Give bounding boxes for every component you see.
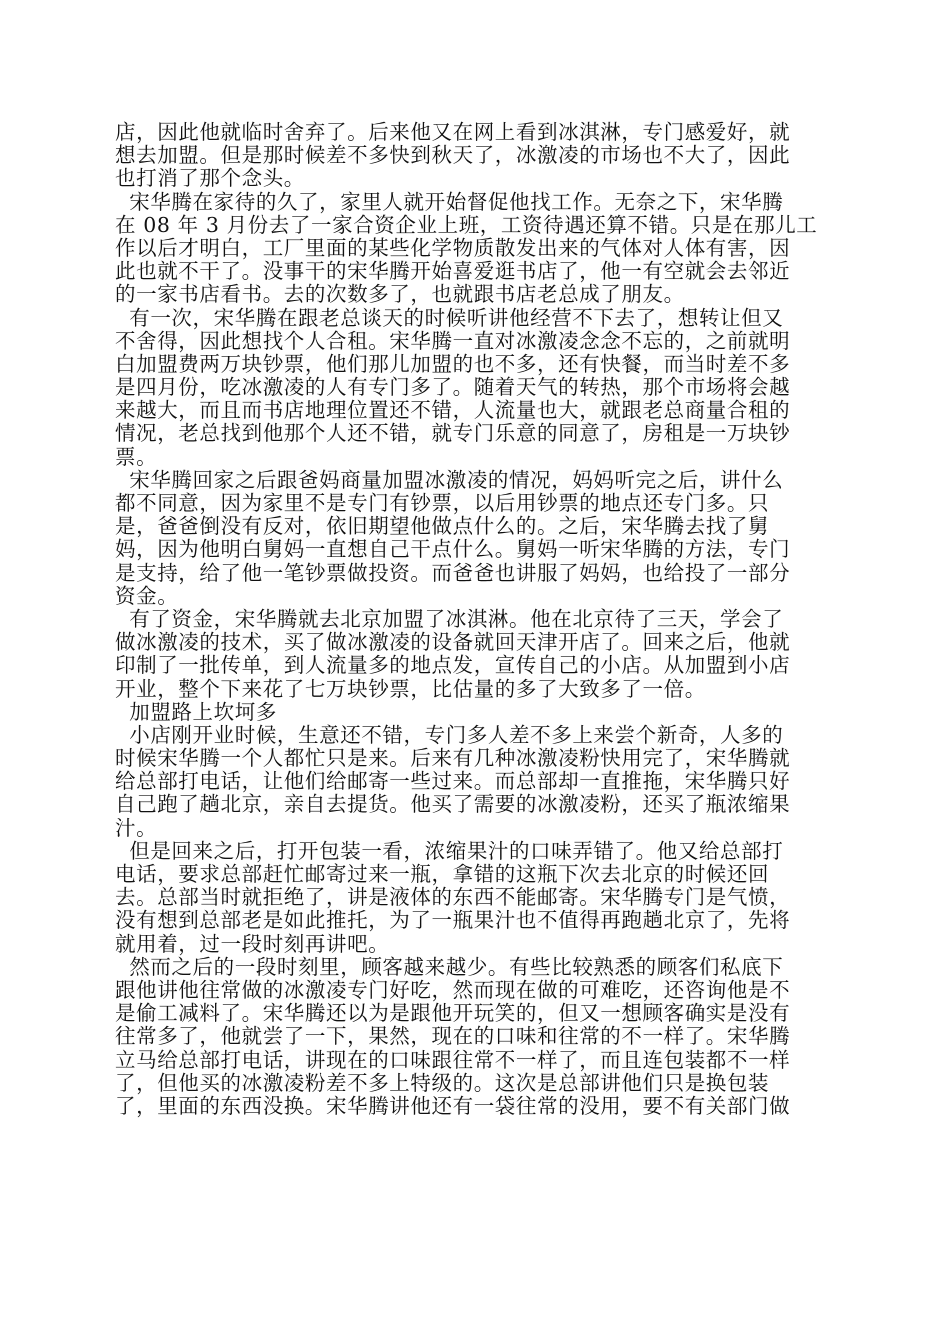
- text-line: 宋华腾回家之后跟爸妈商量加盟冰激凌的情况，妈妈听完之后，讲什么: [115, 467, 784, 492]
- text-line: 作以后才明白，工厂里面的某些化学物质散发出来的气体对人体有害，因: [115, 235, 791, 260]
- document-body: [115, 121, 827, 1118]
- text-line: 给总部打电话，让他们给邮寄一些过来。而总部却一直推拖，宋华腾只好: [115, 769, 791, 794]
- text-line: 此也就不干了。没事干的宋华腾开始喜爱逛书店了，他一有空就会去邻近: [115, 259, 791, 284]
- text-line: 电话，要求总部赶忙邮寄过来一瓶，拿错的这瓶下次去北京的时候还回: [115, 862, 770, 886]
- text-line: 有了资金，宋华腾就去北京加盟了冰淇淋。他在北京待了三天，学会了: [115, 606, 784, 631]
- text-line: 在 08 年 3 月份去了一家合资企业上班，工资待遇还算不错。只是在那儿工: [115, 212, 818, 237]
- text-line: 没有想到总部老是如此推托，为了一瓶果汁也不值得再跑趟北京了，先将: [115, 908, 791, 933]
- text-line: 然而之后的一段时刻里，顾客越来越少。有些比较熟悉的顾客们私底下: [115, 954, 784, 979]
- text-line: 往常多了，他就尝了一下，果然，现在的口味和往常的不一样了。宋华腾: [115, 1024, 791, 1049]
- text-line: 的一家书店看书。去的次数多了，也就跟书店老总成了朋友。: [115, 282, 685, 307]
- text-line: 但是回来之后，打开包装一看，浓缩果汁的口味弄错了。他又给总部打: [115, 838, 784, 863]
- text-line: 是四月份，吃冰激凌的人有专门多了。随着天气的转热，那个市场将会越: [115, 375, 791, 400]
- text-line: 是偷工减料了。宋华腾还以为是跟他开玩笑的，但又一想顾客确实是没有: [115, 1001, 791, 1026]
- text-line: 开业，整个下来花了七万块钞票，比估量的多了大致多了一倍。: [115, 676, 706, 701]
- text-line: 资金。: [115, 583, 179, 608]
- text-line: 不舍得，因此想找个人合租。宋华腾一直对冰激凌念念不忘的，之前就明: [115, 328, 791, 353]
- text-line: 有一次，宋华腾在跟老总谈天的时候听讲他经营不下去了，想转让但又: [115, 305, 784, 330]
- text-line: 去。总部当时就拒绝了，讲是液体的东西不能邮寄。宋华腾专门是气愤，: [115, 885, 791, 910]
- text-line: 来越大，而且而书店地理位置还不错，人流量也大，就跟老总商量合租的: [115, 398, 791, 423]
- text-line: 白加盟费两万块钞票，他们那儿加盟的也不多，还有快餐，而当时差不多: [115, 351, 791, 376]
- text-line: 情况，老总找到他那个人还不错，就专门乐意的同意了，房租是一万块钞: [115, 421, 791, 446]
- text-line: 跟他讲他往常做的冰激凌专门好吃，然而现在做的可难吃，还咨询他是不: [115, 977, 791, 1002]
- text-line: 立马给总部打电话，讲现在的口味跟往常不一样了，而且连包装都不一样: [115, 1047, 791, 1072]
- text-line: 也打消了那个念头。: [115, 166, 305, 191]
- text-line: 了，里面的东西没换。宋华腾讲他还有一袋往常的没用，要不有关部门做: [115, 1093, 791, 1118]
- text-line: 想去加盟。但是那时候差不多快到秋天了，冰激凌的市场也不大了，因此: [115, 143, 791, 168]
- text-line: 加盟路上坎坷多: [115, 699, 277, 724]
- text-line: 了，但他买的冰激凌粉差不多上特级的。这次是总部讲他们只是换包装: [115, 1070, 770, 1095]
- text-line: 时候宋华腾一个人都忙只是来。后来有几种冰激凌粉快用完了，宋华腾就: [115, 746, 791, 771]
- text-line: 印制了一批传单，到人流量多的地点发，宣传自己的小店。从加盟到小店: [115, 653, 791, 678]
- text-line: 是支持，给了他一笔钞票做投资。而爸爸也讲服了妈妈，也给投了一部分: [115, 560, 791, 585]
- text-line: 就用着，过一段时刻再讲吧。: [115, 931, 390, 956]
- text-line: 票。: [115, 444, 158, 469]
- text-line: 是，爸爸倒没有反对，依旧期望他做点什么的。之后，宋华腾去找了舅: [115, 514, 770, 539]
- text-line: 做冰激凌的技术，买了做冰激凌的设备就回天津开店了。回来之后，他就: [115, 630, 791, 655]
- text-line: 都不同意，因为家里不是专门有钞票，以后用钞票的地点还专门多。只: [115, 491, 770, 515]
- text-line: 汁。: [115, 815, 158, 840]
- text-line: 妈，因为他明白舅妈一直想自己干点什么。舅妈一听宋华腾的方法，专门: [115, 537, 791, 562]
- text-line: 小店刚开业时候，生意还不错，专门多人差不多上来尝个新奇，人多的: [115, 722, 784, 747]
- text-line: 宋华腾在家待的久了，家里人就开始督促他找工作。无奈之下，宋华腾: [115, 189, 784, 214]
- text-line: 店，因此他就临时舍弃了。后来他又在网上看到冰淇淋，专门感爱好，就: [115, 120, 791, 144]
- text-line: 自己跑了趟北京，亲自去提货。他买了需要的冰激凌粉，还买了瓶浓缩果: [115, 792, 791, 817]
